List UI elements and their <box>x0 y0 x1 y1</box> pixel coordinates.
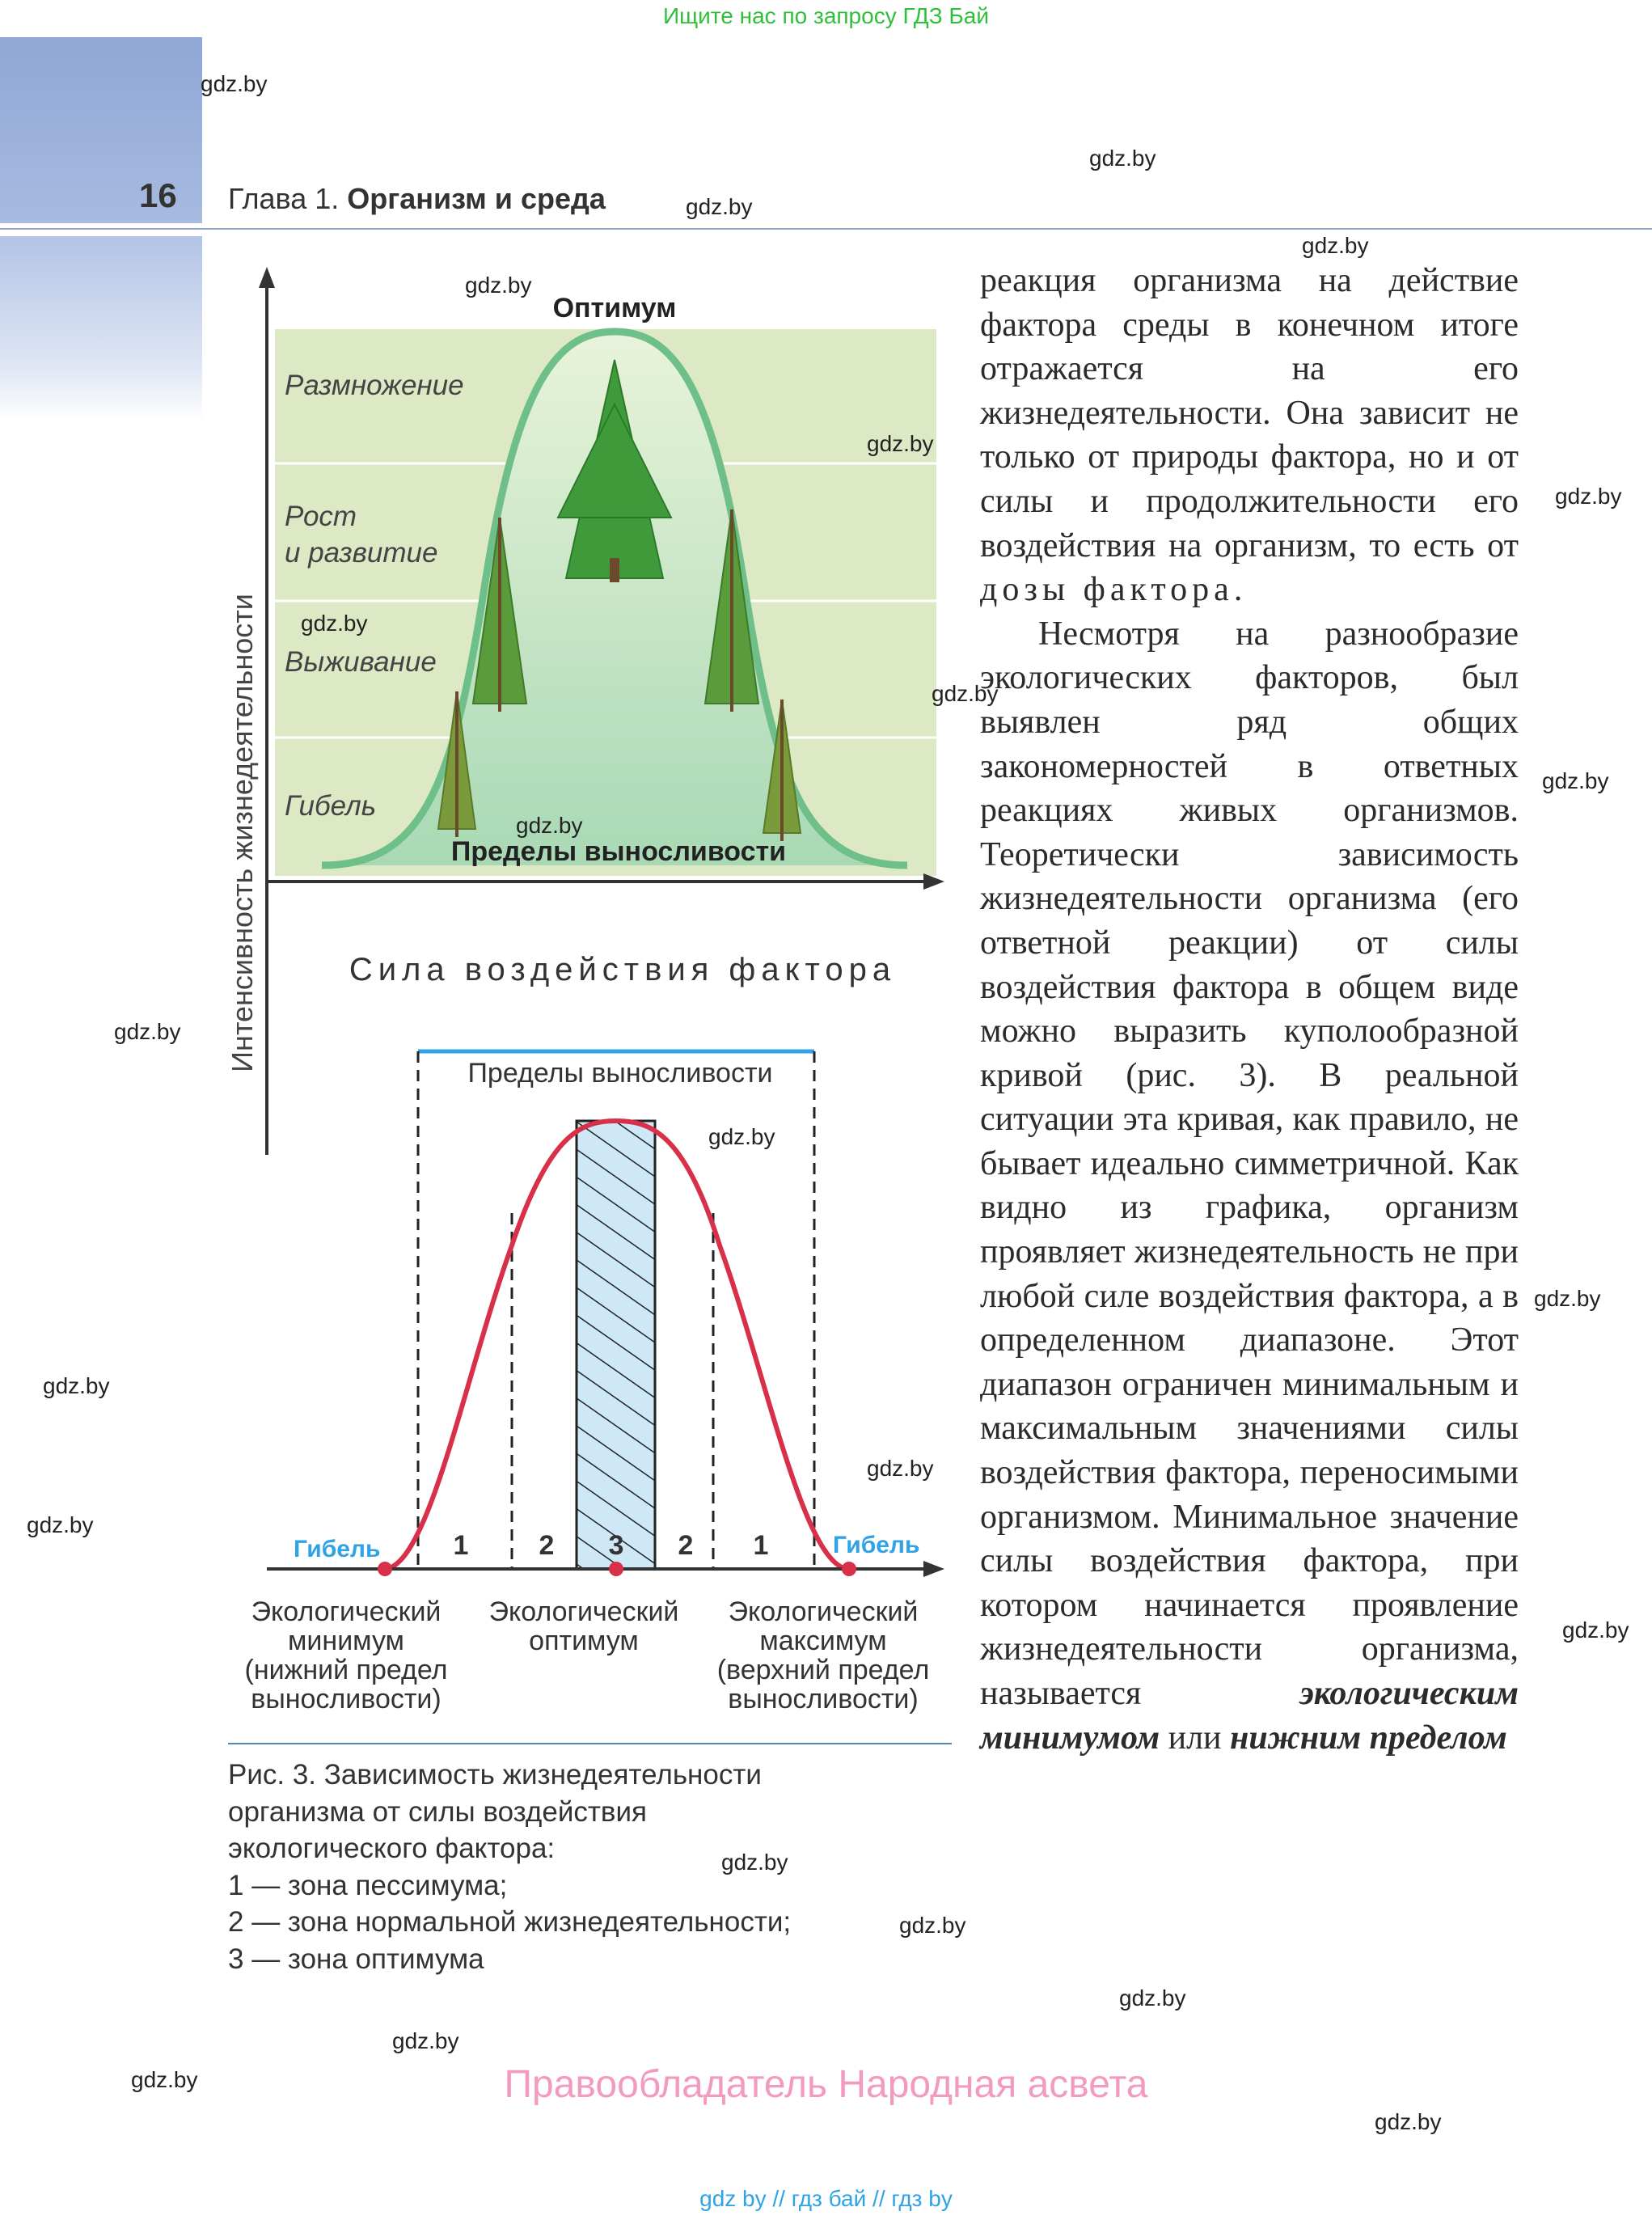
watermark: gdz.by <box>1119 1985 1186 2010</box>
caption-line: 1 — зона пессимума; <box>228 1869 508 1901</box>
min-label-line: выносливости) <box>251 1684 442 1715</box>
caption-line: 3 — зона оптимума <box>228 1943 484 1975</box>
watermark: gdz.by <box>465 273 532 298</box>
optimum-zone-hatch <box>577 1121 655 1569</box>
p1-text: реакция организма на действие фактора среды в конечном итоге отражается на его жизнедеятельности. Она зависит не только от природы фактора, но и от силы и продолжительности его воздействия на организм, то есть от <box>980 262 1519 564</box>
limits-label-bottom: Пределы выносливости <box>467 1058 773 1089</box>
watermark: gdz.by <box>301 611 368 636</box>
min-label-line: (нижний предел <box>244 1655 448 1685</box>
caption-line: Рис. 3. Зависимость жизнедеятельности <box>228 1759 762 1791</box>
zone-label-survival: Выживание <box>285 646 437 678</box>
watermark: gdz.by <box>201 71 268 96</box>
chapter-prefix: Глава 1. <box>228 182 340 215</box>
limits-label-top: Пределы выносливости <box>450 836 787 867</box>
watermark: gdz.by <box>932 681 999 706</box>
zone-number: 2 <box>539 1530 555 1561</box>
watermark: gdz.by <box>131 2067 198 2092</box>
opt-label-line: Экологический <box>488 1596 679 1627</box>
p1-spaced-term: дозы фактора <box>980 571 1234 609</box>
min-label-line: минимум <box>288 1626 404 1656</box>
chapter-title <box>228 182 606 216</box>
optimum-label: Оптимум <box>552 293 677 323</box>
watermark: gdz.by <box>1555 484 1622 509</box>
watermark: gdz.by <box>1562 1617 1629 1643</box>
p1-end: . <box>1233 571 1243 609</box>
max-label-line: максимум <box>759 1626 887 1656</box>
watermark: gdz.by <box>1542 768 1609 793</box>
zone-number: 1 <box>453 1530 469 1561</box>
death-label-right: Гибель <box>833 1532 920 1558</box>
zone-label-death: Гибель <box>285 790 377 822</box>
watermark: gdz.by <box>1375 2109 1442 2134</box>
death-label-left: Гибель <box>294 1536 381 1562</box>
p2-or: или <box>1160 1719 1231 1757</box>
body-text <box>980 259 1519 1760</box>
p2-text: Несмотря на разнообразие экологических факторов, был выявлен ряд общих закономерностей в ответных реакциях живых организмов. Теоретически зависимость жизнедеятельности организма (его ответной реакции) от силы воздействия фактора в общем виде можно выразить куполообразной кривой (рис. 3). В реальной ситуации эта кривая, как правило, не бывает идеально симметричной. Как видно из графика, организм проявляет жизнедеятельность не при любой силе воздействия фактора, а в определенном диапазоне. Этот диапазон ограничен минимальным и максимальным значениями силы воздействия фактора, переносимыми организмом. Минимальное значение силы воздействия фактора, при котором начинается проявление жизнедеятельности организма, называется <box>980 615 1519 1712</box>
watermark: gdz.by <box>1302 233 1369 258</box>
watermark: gdz.by <box>43 1373 110 1398</box>
zone-label-growth-2: и развитие <box>285 537 438 569</box>
chapter-name: Организм и среда <box>347 182 606 215</box>
watermark: gdz.by <box>516 813 583 838</box>
watermark: gdz.by <box>686 194 753 219</box>
side-decor-bottom <box>0 236 202 422</box>
header-rule <box>0 228 1652 230</box>
point-maximum <box>842 1562 856 1576</box>
watermark: gdz.by <box>27 1512 94 1537</box>
watermark: gdz.by <box>867 431 934 456</box>
x-axis-bottom-arrow <box>923 1561 944 1577</box>
zone-number: 3 <box>608 1530 624 1561</box>
caption-line: организма от силы воздействия <box>228 1795 647 1828</box>
y-axis-label: Интенсивность жизнедеятельности <box>226 594 259 1072</box>
point-optimum <box>609 1562 623 1576</box>
zone-label-reproduction: Размножение <box>285 370 464 401</box>
term-ecological-minimum: экологическим минимумом <box>980 1675 1519 1757</box>
term-lower-limit: нижним пределом <box>1230 1719 1507 1757</box>
min-label-line: Экологический <box>251 1596 442 1627</box>
x-axis-label: Сила воздействия фактора <box>349 952 897 987</box>
paragraph-1 <box>980 259 1519 612</box>
zone-number: 1 <box>753 1530 769 1561</box>
opt-label-line: оптимум <box>529 1626 639 1656</box>
watermark: gdz.by <box>1534 1286 1601 1311</box>
figure-3 <box>210 259 954 1731</box>
y-axis-arrow <box>259 267 275 288</box>
zone-number: 2 <box>678 1530 694 1561</box>
watermark: gdz.by <box>708 1124 775 1149</box>
watermark: gdz.by <box>1089 146 1156 171</box>
watermark: gdz.by <box>721 1850 788 1875</box>
caption-line: 2 — зона нормальной жизнедеятельности; <box>228 1906 792 1938</box>
watermark: gdz.by <box>899 1913 966 1938</box>
caption-line: экологического фактора: <box>228 1833 556 1864</box>
figure-caption <box>228 1757 940 1977</box>
paragraph-2 <box>980 612 1519 1760</box>
copyright-notice: Правообладатель Народная асвета <box>504 2063 1148 2106</box>
top-banner: Ищите нас по запросу ГДЗ Бай <box>662 3 990 28</box>
point-minimum <box>378 1562 392 1576</box>
zone-label-growth: Рост <box>285 501 357 532</box>
watermark: gdz.by <box>392 2028 459 2053</box>
max-label-line: Экологический <box>728 1596 919 1627</box>
caption-rule <box>228 1743 952 1744</box>
footer-links[interactable]: gdz by // гдз бай // гдз by <box>699 2186 953 2211</box>
max-label-line: (верхний предел <box>716 1655 930 1685</box>
max-label-line: выносливости) <box>728 1684 919 1715</box>
watermark: gdz.by <box>114 1019 181 1044</box>
watermark: gdz.by <box>867 1456 934 1481</box>
page-number: 16 <box>139 176 177 214</box>
